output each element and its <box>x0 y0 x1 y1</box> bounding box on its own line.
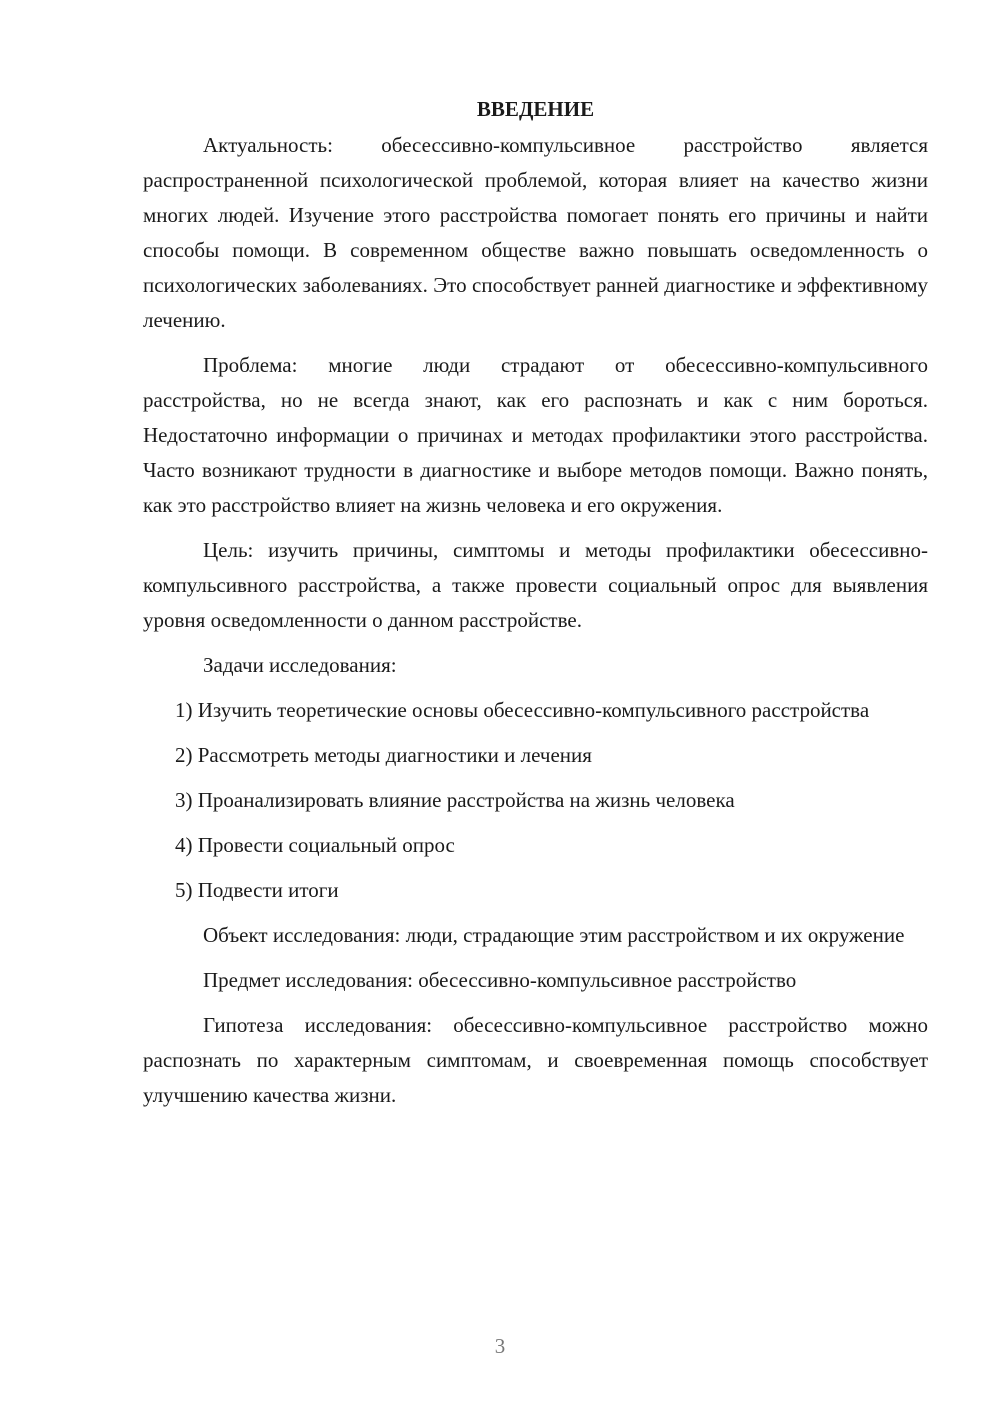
page-number: 3 <box>494 1334 506 1358</box>
tasks-list <box>143 693 928 908</box>
task-item-1: 1) Изучить теоретические основы обесессивно-компульсивного расстройства <box>175 698 870 722</box>
document-page <box>143 92 928 1123</box>
task-item-5: 5) Подвести итоги <box>175 878 339 902</box>
task-item-2: 2) Рассмотреть методы диагностики и лечения <box>175 743 592 767</box>
paragraph-problem: Проблема: многие люди страдают от обесессивно-компульсивного расстройства, но не всегда знают, как его распознать и как с ним бороться. Недостаточно информации о причинах и методах профилактики этого расстройства. Часто возникают трудности в диагностике и выборе методов помощи. Важно понять, как это расстройство влияет на жизнь человека и его окружения. <box>143 353 928 517</box>
task-item-3: 3) Проанализировать влияние расстройства на жизнь человека <box>175 788 735 812</box>
task-item-4: 4) Провести социальный опрос <box>175 833 455 857</box>
tasks-heading: Задачи исследования: <box>203 653 397 677</box>
paragraph-hypothesis: Гипотеза исследования: обесессивно-компульсивное расстройство можно распознать по характерным симптомам, и своевременная помощь способствует улучшению качества жизни. <box>143 1013 928 1107</box>
paragraph-subject: Предмет исследования: обесессивно-компульсивное расстройство <box>203 968 797 992</box>
section-title: ВВЕДЕНИЕ <box>476 97 595 121</box>
paragraph-goal: Цель: изучить причины, симптомы и методы профилактики обесессивно-компульсивного расстройства, а также провести социальный опрос для выявления уровня осведомленности о данном расстройстве. <box>143 538 928 632</box>
paragraph-relevance: Актуальность: обесессивно-компульсивное расстройство является распространенной психологической проблемой, которая влияет на качество жизни многих людей. Изучение этого расстройства помогает понять его причины и найти способы помощи. В современном обществе важно повышать осведомленность о психологических заболеваниях. Это способствует ранней диагностике и эффективному лечению. <box>143 133 928 332</box>
paragraph-object: Объект исследования: люди, страдающие этим расстройством и их окружение <box>203 923 905 947</box>
